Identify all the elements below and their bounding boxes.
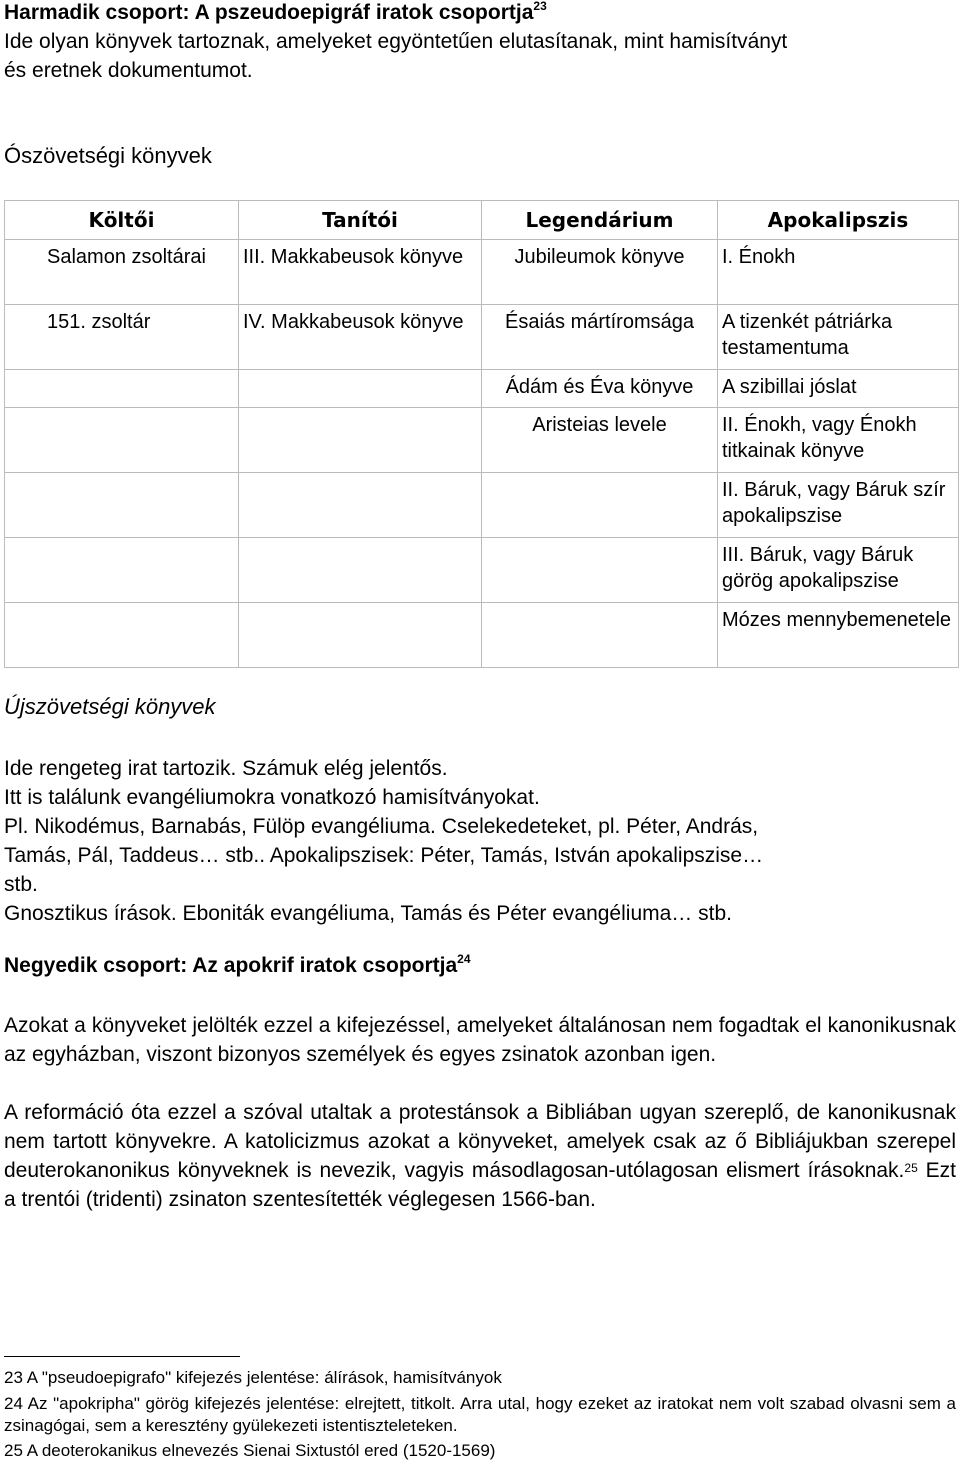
- table-row: [5, 473, 959, 538]
- table-cell: [239, 603, 482, 668]
- table-cell: [482, 473, 718, 538]
- paragraph-1: Azokat a könyveket jelölték ezzel a kifejezéssel, amelyeket általánosan nem fogadtak el kanonikusnak az egyházban, viszont bizonyos személyek és egyes zsinatok azonban igen.: [4, 1014, 956, 1066]
- intro-line-1: Ide olyan könyvek tartoznak, amelyeket egyöntetűen elutasítanak, mint hamisítványt: [4, 30, 788, 53]
- footnote-text: A "pseudoepigrafo" kifejezés jelentése: álírások, hamisítványok: [26, 1368, 502, 1387]
- table-cell: [5, 370, 239, 408]
- ot-section-title: Ószövetségi könyvek: [4, 143, 212, 168]
- table-row: [5, 240, 959, 305]
- paragraph-2-text-a: A reformáció óta ezzel a szóval utaltak a protestánsok a Bibliában ugyan szereplő, de kanonikusnak nem tartott könyvekre. A katolicizmus azokat a könyveket, amelyek csak az ő Bibliájukban szerepel deuterokanonikus könyveknek is nevezik, vagyis másodlagosan-utólagosan elismert írásoknak.: [4, 1101, 956, 1182]
- table-cell: II. Báruk, vagy Báruk szír apokalipszise: [718, 473, 959, 538]
- table-row: [5, 408, 959, 473]
- pseudepigrapha-table: [4, 200, 959, 668]
- section-heading-4: [4, 954, 956, 978]
- table-cell: III. Báruk, vagy Báruk görög apokalipszise: [718, 538, 959, 603]
- table-cell: Ésaiás mártíromsága: [482, 305, 718, 370]
- table-cell: [5, 408, 239, 473]
- nt-line-5: stb.: [4, 873, 38, 896]
- footnote-ref-24: 24: [457, 952, 471, 966]
- footnote-number: 25: [4, 1441, 23, 1460]
- footnote-ref-23: 23: [533, 0, 547, 13]
- table-cell: III. Makkabeusok könyve: [239, 240, 482, 305]
- footnote-24: [4, 1393, 956, 1437]
- paragraph-2: [4, 1098, 956, 1214]
- table-cell: [239, 538, 482, 603]
- table-cell: I. Énokh: [718, 240, 959, 305]
- table-cell: Jubileumok könyve: [482, 240, 718, 305]
- section-heading-3-title: Harmadik csoport: A pszeudoepigráf iratok csoportja: [4, 1, 534, 24]
- table-cell: II. Énokh, vagy Énokh titkainak könyve: [718, 408, 959, 473]
- table-header-row: [5, 201, 959, 240]
- paragraph-2-text-b: Ezt a trentói (tridenti) zsinaton szentesítették véglegesen 1566-ban.: [4, 1159, 956, 1211]
- table-cell: [239, 370, 482, 408]
- footnote-text: Az "apokripha" görög kifejezés jelentése: elrejtett, titkolt. Arra utal, hogy ezeket az iratokat nem volt szabad olvasni sem a zsinagógai, sem a keresztény gyülekezeti istentiszteleteken.: [4, 1394, 956, 1435]
- nt-line-4: Tamás, Pál, Taddeus… stb.. Apokalipszisek: Péter, Tamás, István apokalipszise…: [4, 844, 764, 867]
- header-cell: Költői: [5, 201, 239, 240]
- nt-line-2: Itt is találunk evangéliumokra vonatkozó hamisítványokat.: [4, 786, 540, 809]
- table-cell: Ádám és Éva könyve: [482, 370, 718, 408]
- table-cell: Salamon zsoltárai: [5, 240, 239, 305]
- table-cell: A szibillai jóslat: [718, 370, 959, 408]
- table-cell: [5, 538, 239, 603]
- table-cell: [239, 408, 482, 473]
- table-cell: [239, 473, 482, 538]
- section-heading-4-title: Negyedik csoport: Az apokrif iratok csoportja: [4, 954, 458, 977]
- header-cell: Tanítói: [239, 201, 482, 240]
- table-cell: [482, 538, 718, 603]
- table-row: [5, 305, 959, 370]
- table-row: [5, 538, 959, 603]
- footnote-ref-25: 25: [904, 1161, 918, 1175]
- footnote-separator: [4, 1356, 240, 1357]
- header-cell: Apokalipszis: [718, 201, 959, 240]
- table-row: [5, 370, 959, 408]
- nt-line-1: Ide rengeteg irat tartozik. Számuk elég jelentős.: [4, 757, 448, 780]
- footnote-number: 24: [4, 1394, 23, 1413]
- footnote-23: [4, 1367, 956, 1389]
- table-cell: Mózes mennybemenetele: [718, 603, 959, 668]
- table-cell: 151. zsoltár: [5, 305, 239, 370]
- footnote-text: A deoterokanikus elnevezés Sienai Sixtustól ered (1520-1569): [26, 1441, 496, 1460]
- footnote-number: 23: [4, 1368, 23, 1387]
- nt-line-3: Pl. Nikodémus, Barnabás, Fülöp evangéliuma. Cselekedeteket, pl. Péter, András,: [4, 815, 759, 838]
- table-cell: A tizenkét pátriárka testamentuma: [718, 305, 959, 370]
- intro-line-2: és eretnek dokumentumot.: [4, 59, 253, 82]
- nt-section-title: Újszövetségi könyvek: [4, 694, 216, 719]
- section-heading-3: [4, 1, 956, 25]
- table-cell: [482, 603, 718, 668]
- header-cell: Legendárium: [482, 201, 718, 240]
- table-row: [5, 603, 959, 668]
- nt-line-6: Gnosztikus írások. Eboniták evangéliuma, Tamás és Péter evangéliuma… stb.: [4, 902, 732, 925]
- table-cell: Aristeias levele: [482, 408, 718, 473]
- table-cell: [5, 473, 239, 538]
- table-cell: IV. Makkabeusok könyve: [239, 305, 482, 370]
- table-cell: [5, 603, 239, 668]
- footnote-25: [4, 1440, 956, 1462]
